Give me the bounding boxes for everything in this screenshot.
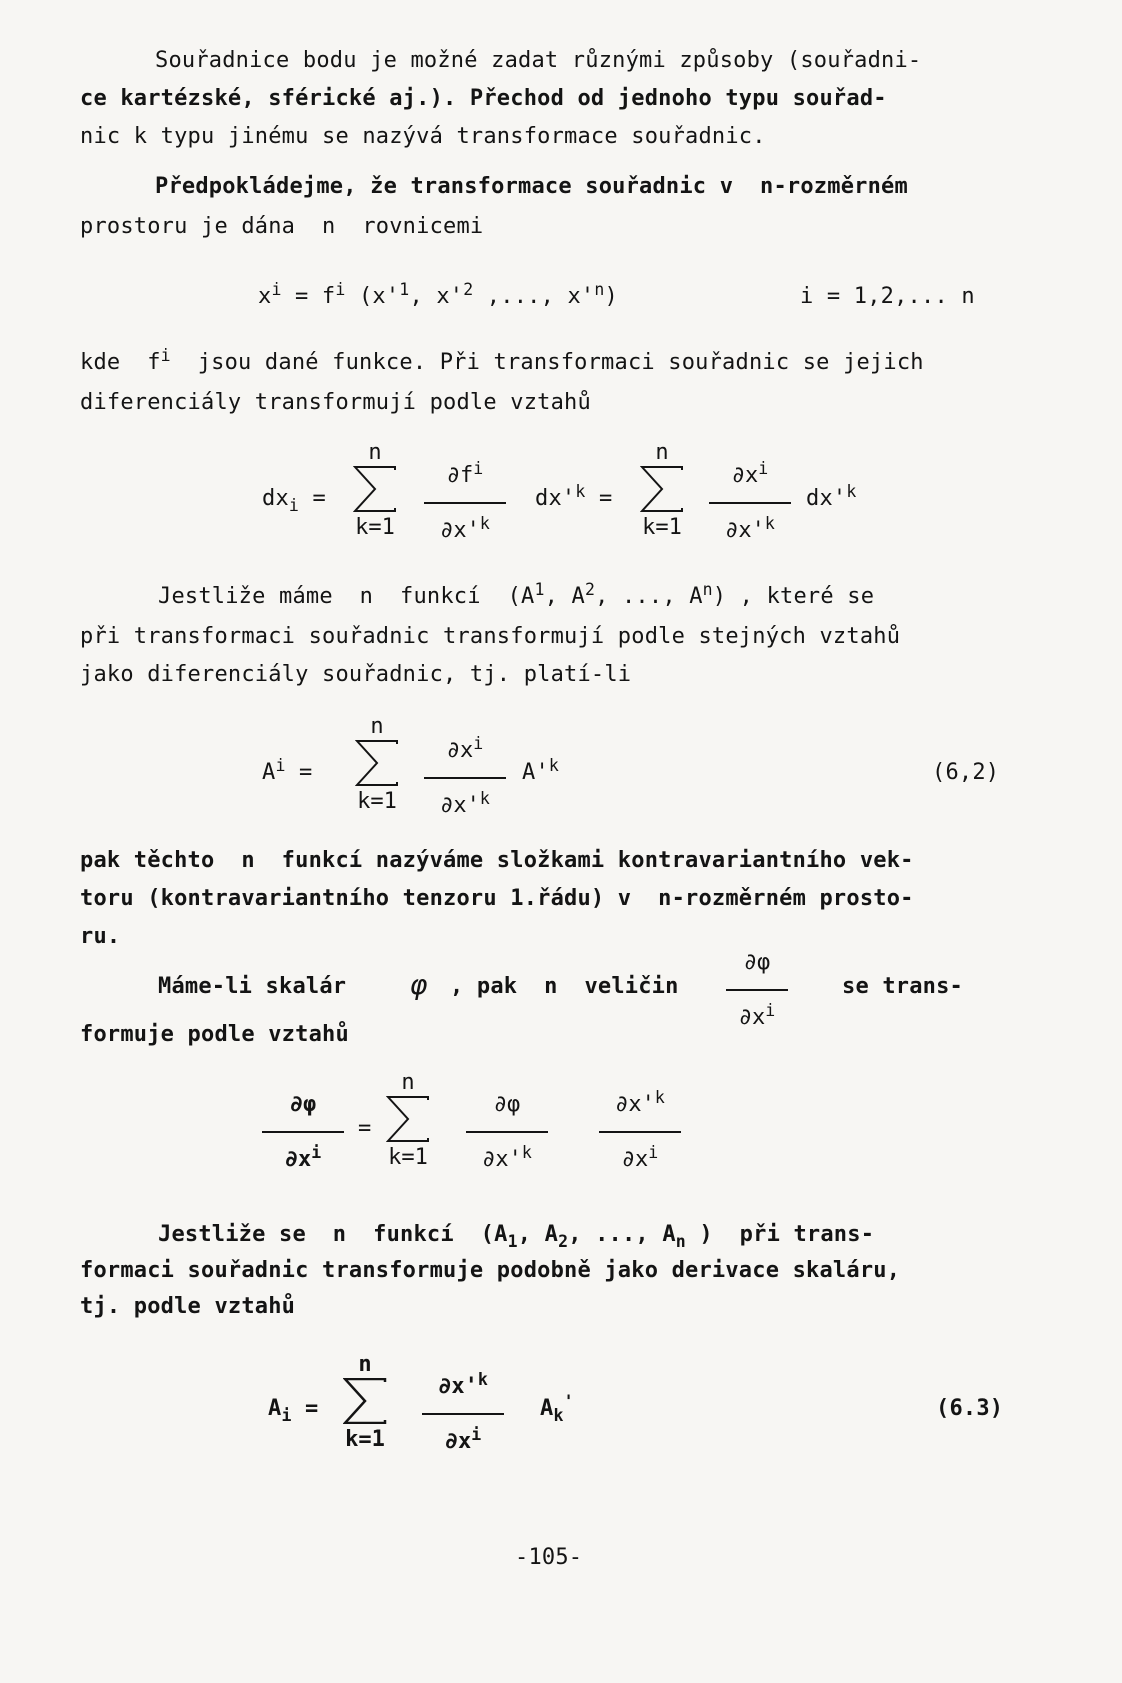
eq3-fraction: $\partial x^i$ $\partial x'^k$ bbox=[420, 738, 510, 818]
paragraph-3-line-1: kde $f^i$ jsou dané funkce. Při transformaci souřadnic se jejich bbox=[80, 345, 924, 375]
paragraph-2-line-2: prostoru je dána n rovnicemi bbox=[80, 214, 484, 239]
sum-lower-limit: k=1 bbox=[388, 1145, 428, 1170]
paragraph-6-line-1c: se trans- bbox=[842, 974, 964, 999]
sum-upper-limit: n bbox=[370, 714, 384, 739]
sum-upper-limit: n bbox=[401, 1070, 415, 1095]
p6-fraction: ∂φ $\partial x^i$ bbox=[722, 950, 792, 1030]
paragraph-2-line-1: Předpokládejme, že transformace souřadnic v n-rozměrném bbox=[155, 174, 908, 199]
paragraph-3-line-2: diferenciály transformují podle vztahů bbox=[80, 390, 591, 415]
eq2-tail: $dx'^k$ bbox=[806, 481, 857, 511]
equation-index-range: i = 1,2,... n bbox=[800, 284, 975, 309]
eq3-tail: $A'^k$ bbox=[522, 755, 560, 785]
paragraph-6-line-1: Máme-li skalár bbox=[158, 974, 347, 999]
eq2-fraction-1: $\partial f^i$ $\partial x'^k$ bbox=[420, 463, 510, 543]
eq5-fraction: $\partial x'^k$ $\partial x^i$ bbox=[418, 1374, 508, 1454]
eq4-equals: = bbox=[358, 1116, 372, 1141]
paragraph-6-line-1b: , pak n veličin bbox=[450, 974, 679, 999]
sum-upper-limit: n bbox=[368, 440, 382, 465]
eq3-lhs: $A^i$ = bbox=[262, 755, 313, 785]
eq5-tail: $A_k'$ bbox=[540, 1391, 574, 1425]
eq2-sum-2 bbox=[632, 440, 692, 540]
eq4-fraction-2: $\partial x'^k$ $\partial x^i$ bbox=[595, 1092, 685, 1172]
paragraph-4-line-3: jako diferenciály souřadnic, tj. platí-li bbox=[80, 662, 632, 687]
sum-lower-limit: k=1 bbox=[355, 515, 395, 540]
eq4-sum bbox=[378, 1070, 438, 1170]
paragraph-4-line-2: při transformaci souřadnic transformují podle stejných vztahů bbox=[80, 624, 901, 649]
sum-upper-limit: n bbox=[655, 440, 669, 465]
eq2-sum-1 bbox=[345, 440, 405, 540]
paragraph-4-line-1: Jestliže máme n funkcí ($A^1$, $A^2$, ..., $A^n$) , které se bbox=[158, 579, 875, 609]
paragraph-1-line-2: ce kartézské, sférické aj.). Přechod od jednoho typu souřad- bbox=[80, 86, 887, 111]
eq5-sum bbox=[335, 1352, 395, 1452]
paragraph-7-line-1: Jestliže se n funkcí ($A_1$, $A_2$, ..., $A_n$ ) při trans- bbox=[158, 1222, 875, 1251]
sigma-symbol bbox=[343, 1378, 387, 1424]
sigma-symbol bbox=[353, 466, 397, 512]
paragraph-5-line-3: ru. bbox=[80, 924, 121, 949]
phi-symbol: φ bbox=[410, 968, 428, 1001]
sum-lower-limit: k=1 bbox=[357, 789, 397, 814]
sigma-symbol bbox=[640, 466, 684, 512]
equation-number-6-2: (6,2) bbox=[932, 760, 1000, 785]
sum-upper-limit: n bbox=[358, 1352, 372, 1377]
eq4-lhs-fraction: ∂φ $\partial x^i$ bbox=[258, 1092, 348, 1172]
paragraph-5-line-1: pak těchto n funkcí nazýváme složkami kontravariantního vek- bbox=[80, 848, 914, 873]
eq4-fraction-1: ∂φ $\partial x'^k$ bbox=[462, 1092, 552, 1172]
paragraph-1-line-1: Souřadnice bodu je možné zadat různými způsoby (souřadni- bbox=[155, 48, 922, 73]
page-number: -105- bbox=[515, 1545, 583, 1570]
eq5-lhs: $A_i$ = bbox=[268, 1396, 319, 1425]
eq2-fraction-2: $\partial x^i$ $\partial x'^k$ bbox=[705, 463, 795, 543]
eq2-middle: $dx'^k$ = bbox=[535, 481, 613, 511]
sum-lower-limit: k=1 bbox=[345, 1427, 385, 1452]
paragraph-6-line-2: formuje podle vztahů bbox=[80, 1022, 349, 1047]
equation-number-6-3: (6.3) bbox=[936, 1396, 1004, 1421]
paragraph-7-line-3: tj. podle vztahů bbox=[80, 1294, 296, 1319]
paragraph-7-line-2: formaci souřadnic transformuje podobně jako derivace skaláru, bbox=[80, 1258, 901, 1283]
sigma-symbol bbox=[355, 740, 399, 786]
equation-transformation: $x^i = f^i$ ($x'^1$, $x'^2$ ,..., $x'^n$) bbox=[258, 279, 618, 309]
eq2-lhs: $dx_i$ = bbox=[262, 486, 326, 515]
paragraph-5-line-2: toru (kontravariantního tenzoru 1.řádu) v n-rozměrném prosto- bbox=[80, 886, 914, 911]
eq3-sum bbox=[347, 714, 407, 814]
sum-lower-limit: k=1 bbox=[642, 515, 682, 540]
sigma-symbol bbox=[386, 1096, 430, 1142]
paragraph-1-line-3: nic k typu jinému se nazývá transformace souřadnic. bbox=[80, 124, 766, 149]
